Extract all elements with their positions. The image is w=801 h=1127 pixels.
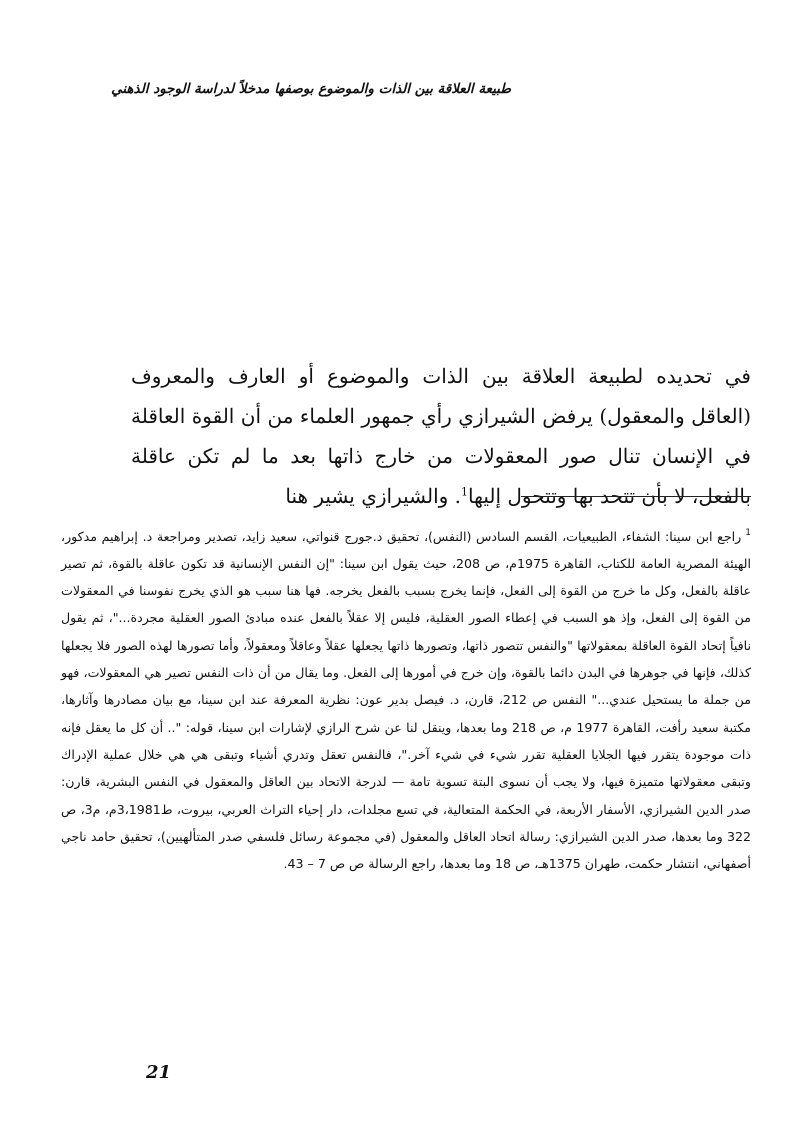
page-number: 21 — [146, 1062, 172, 1083]
footnote-number: 1 — [745, 528, 751, 539]
main-paragraph-continuation: . والشيرازي يشير هنا — [285, 484, 462, 508]
footnote-separator — [521, 496, 751, 497]
footnote-text: راجع ابن سينا: الشفاء، الطبيعيات، القسم السادس (النفس)، تحقيق د.جورج قنواتي، سعيد زايد، تصدير ومراجعة د. إبراهيم مدكور، الهيئة المصرية العامة للكتاب، القاهرة 1975م، ص 208، حيث يقول ابن سينا: "إن النفس الإنسانية قد تكون عاقلة بالقوة، ثم تصير عاقلة بالفعل، وكل ما خرج من القوة إلى الفعل، فإنما يخرج بسبب بالفعل يخرجه. فها هنا سبب هو الذي يخرج نفوسنا في المعقولات من القوة إلى الفعل، وإذ هو السبب في إعطاء الصور العقلية، فليس إلا عقلاً بالفعل عنده مبادئ الصور العقلية مجردة..."، ثم يقول نافياً إتحاد القوة العاقلة بمعقولاتها "والنفس تتصور ذاتها، وتصورها ذاتها يجعلها عقلاً وعاقلاً ومعقولاً، وأما تصورها لهذه الصور فلا يجعلها كذلك، فإنها في جوهرها في البدن دائما بالقوة، وإن خرج في أمورها إلى الفعل. وما يقال من أن ذات النفس تصير هي المعقولات، فهو من جملة ما يستحيل عندي..." النفس ص 212، قارن، د. فيصل بدير عون: نظرية المعرفة عند ابن سينا، مع بيان مصادرها وآثارها، مكتبة سعيد رأفت، القاهرة 1977 م، ص 218 وما بعدها، وينقل لنا عن شرح الرازي لإشارات ابن سينا، قوله: ".. أن كل ما يعقل فإنه ذات موجودة يتقرر فيها الجلايا العقلية تقرر شيء في شيء آخر."، فالنفس تعقل وتدري أشياء وتبقى هي هي خلال عملية الإدراك وتبقى معقولاتها متميزة فيها، ولا يجب أن نسوى البتة تسوية تامة — لدرجة الاتحاد بين العاقل والمعقول في النفس البشرية، قارن: صدر الدين الشيرازي، الأسفار الأربعة، في الحكمة المتعالية، في تسع مجلدات، دار إحياء التراث العربي، بيروت، ط3،1981م، م3، ص 322 وما بعدها، صدر الدين الشيرازي: رسالة اتحاد العاقل والمعقول (في مجموعة رسائل فلسفي صدر المتألهيين)، تحقيق حامد ناجي أصفهاني، انتشار حكمت، طهران 1375هـ، ص 18 وما بعدها، راجع الرسالة ص ص 7 – 43. — [61, 528, 751, 872]
footnote — [61, 523, 751, 878]
main-paragraph-text: في تحديده لطبيعة العلاقة بين الذات والموضوع أو العارف والمعروف (العاقل والمعقول) يرفض الشيرازي رأي جمهور العلماء من أن القوة العاقلة في الإنسان تنال صور المعقولات من خارج ذاتها بعد ما لم تكن عاقلة بالفعل، لا بأن تتحد بها وتتحول إليها — [131, 364, 751, 508]
main-paragraph — [131, 356, 751, 516]
footnote-marker: 1 — [461, 485, 469, 499]
running-header: طبيعة العلاقة بين الذات والموضوع بوصفها مدخلاً لدراسة الوجود الذهني — [111, 81, 511, 97]
